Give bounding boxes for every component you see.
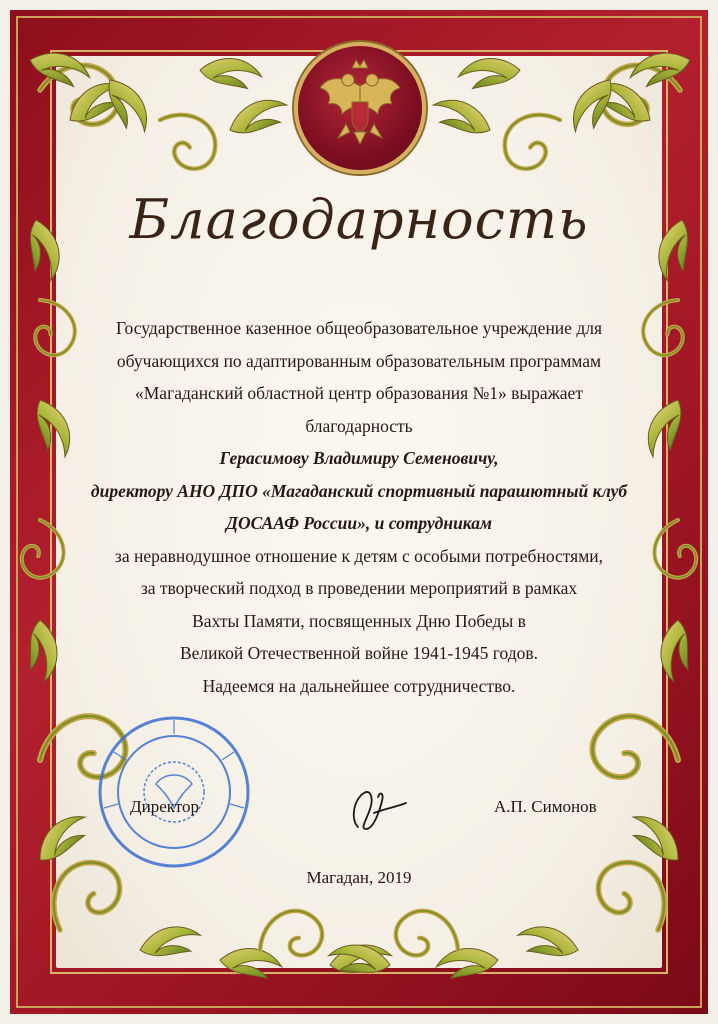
signature-row xyxy=(0,797,718,857)
place-date: Магадан, 2019 xyxy=(306,868,412,887)
recipient-position: ДОСААФ России», и сотрудникам xyxy=(226,513,492,533)
reason-line: Вахты Памяти, посвященных Дню Победы в xyxy=(192,610,526,631)
double-headed-eagle-emblem-icon xyxy=(298,46,422,170)
closing-line: Надеемся на дальнейшее сотрудничество. xyxy=(202,675,516,696)
reason-line: за неравнодушное отношение к детям с особыми потребностями, xyxy=(114,545,604,566)
certificate-title: Благодарность xyxy=(129,188,589,251)
handwritten-signature-icon xyxy=(340,779,410,839)
emblem xyxy=(294,42,426,174)
body-line: Государственное казенное общеобразовательное учреждение для xyxy=(115,318,603,338)
body-line: обучающихся по адаптированным образовательным программам xyxy=(116,350,602,371)
body-line: «Магаданский областной центр образования №1» выражает xyxy=(135,383,583,403)
reason-line: Великой Отечественной войне 1941-1945 годов. xyxy=(179,643,539,663)
signatory-role: Директор xyxy=(130,797,199,816)
signatory-name: А.П. Симонов xyxy=(494,797,597,816)
certificate-body xyxy=(90,312,628,702)
reason-line: за творческий подход в проведении мероприятий в рамках xyxy=(140,578,578,598)
recipient-name: Герасимову Владимиру Семеновичу, xyxy=(219,448,499,468)
recipient-position: директору АНО ДПО «Магаданский спортивный парашютный клуб xyxy=(90,480,628,501)
body-line: благодарность xyxy=(305,415,413,436)
